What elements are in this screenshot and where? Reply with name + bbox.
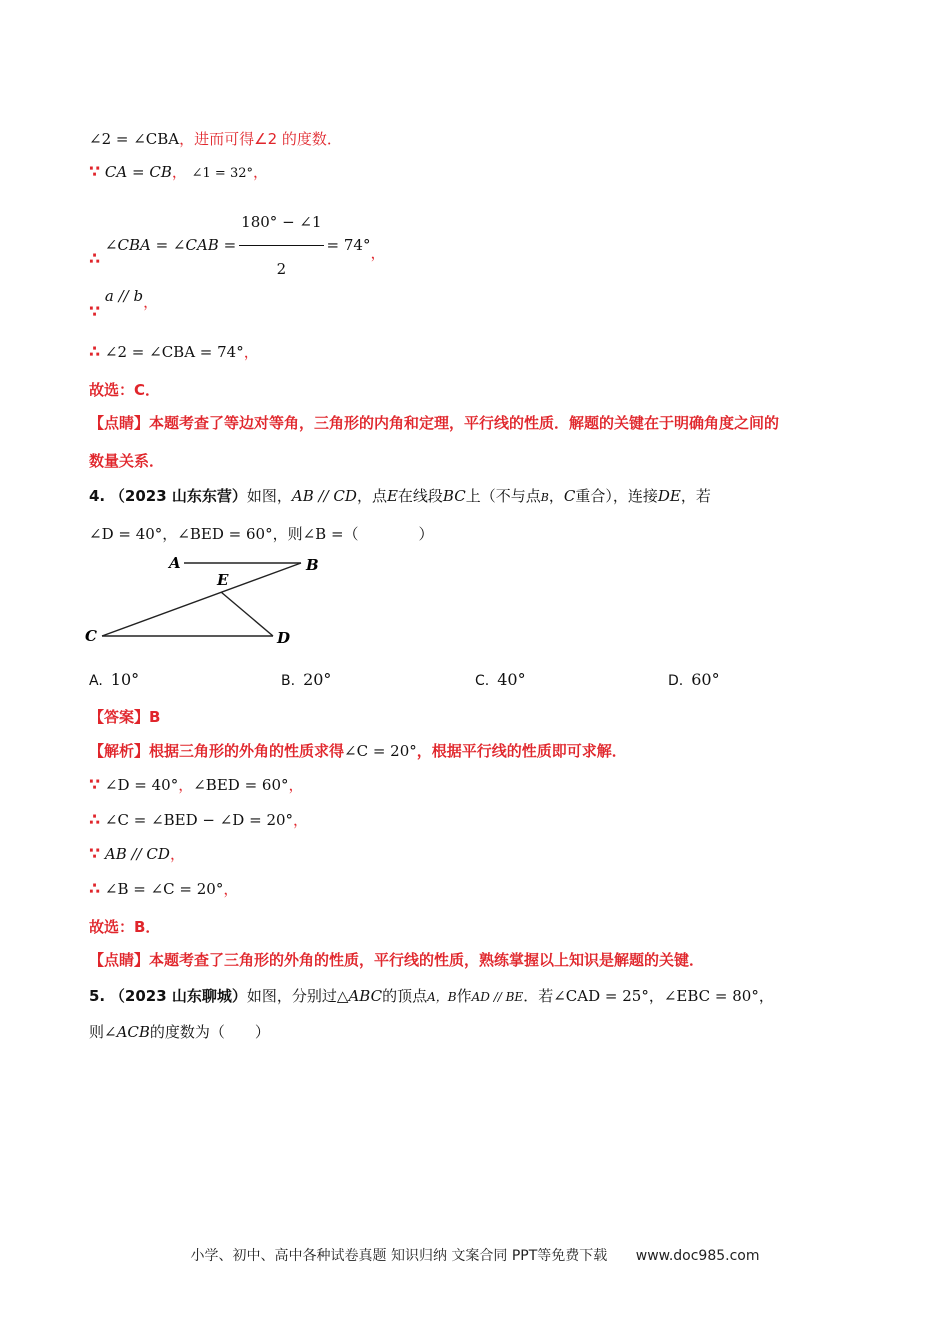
therefore-symbol: ∴ [89,342,101,361]
choice-value: 60° [691,670,720,689]
math-expression: ∠2 = ∠CBA [89,130,180,148]
question-number: 5. [89,987,106,1005]
q5-line-1 [89,986,774,1007]
separator: ， [243,343,259,361]
question-source: （2023 山东东营） [109,487,247,505]
math-expression: ∠EBC = 80° [663,987,759,1005]
solution-line-3 [89,200,385,291]
question-text: ，则 [272,525,303,543]
separator: ， [171,163,187,181]
question-text: 的顶点 [382,987,428,1005]
question-text: 上（不与点 [465,487,541,505]
choice-d[interactable] [668,670,720,689]
choose-line: 故选：C． [89,381,161,399]
math-expression: = 74° [326,236,371,254]
math-expression: ∠CBA = ∠CAB = [104,236,237,254]
separator: ， [370,244,386,262]
question-number: 4. [89,487,106,505]
question-text: ，若 [680,487,711,505]
choice-c[interactable] [475,670,526,689]
math-expression: ∠CAD = 25° [553,987,649,1005]
math-expression: B [540,491,549,504]
dianjing-tag: 【点睛】 [89,951,150,969]
step-line [89,775,304,795]
question-text: 在线段 [397,487,443,505]
choice-value: 20° [303,670,332,689]
math-expression: △ABC [336,987,383,1005]
fraction [239,200,323,291]
fraction-denominator: 2 [276,260,287,278]
math-expression: A，B [427,990,457,1004]
label-c: C [85,627,97,645]
math-expression: ∠BED = 60° [177,525,273,543]
page-footer [0,1245,950,1265]
choice-letter: C. [475,673,490,689]
segment-ed [221,592,273,636]
analysis-tag: 【解析】 [89,742,150,760]
math-expression: AB // CD [104,845,170,863]
math-expression: C [563,487,576,505]
analysis-text: 根据三角形的外角的性质求得 [149,742,345,760]
solution-line-4 [89,282,158,326]
dianjing-text: 本题考查了等边对等角，三角形的内角和定理，平行线的性质．解题的关键在于明确角度之间的 [149,414,780,432]
question-text: ， [758,987,774,1005]
question-text: 重合），连接 [575,487,658,505]
q4-line-1 [89,486,711,508]
math-expression: ∠C = ∠BED − ∠D = 20° [104,811,294,829]
question-text: ，点 [356,487,387,505]
choice-a[interactable] [89,670,139,689]
dianjing-text: 本题考查了三角形的外角的性质，平行线的性质，熟练掌握以上知识是解题的关键． [149,951,705,969]
label-a: A [169,554,181,572]
math-expression: ∠BED = 60° [193,776,289,794]
because-symbol: ∵ [89,775,101,794]
dianjing-tag: 【点睛】 [89,414,150,432]
math-expression: ∠1 = 32° [191,166,254,181]
math-expression: ∠B = ∠C = 20° [104,880,224,898]
dianjing-line-1 [89,413,779,433]
step-line [89,879,238,899]
choice-value: 40° [497,670,526,689]
question-text: ， [162,525,178,543]
label-d: D [277,629,291,647]
q4-line-2 [89,524,434,544]
therefore-symbol: ∴ [89,249,101,268]
answer-tag: 【答案】 [89,708,150,726]
choice-letter: D. [668,673,684,689]
because-symbol: ∵ [89,844,101,863]
analysis-text: ，根据平行线的性质即可求解． [416,742,627,760]
answer-blank: （ ） [343,525,434,543]
math-expression: ∠D = 40° [104,776,179,794]
math-expression: AB // CD [291,487,357,505]
therefore-symbol: ∴ [89,810,101,829]
dianjing-line-2: 数量关系． [89,452,165,470]
label-b: B [306,556,319,574]
question-source: （2023 山东聊城） [109,987,247,1005]
footer-link[interactable]: www.doc985.com [635,1248,760,1264]
math-expression: ∠C = 20° [344,742,417,760]
question-text: ， [548,487,564,505]
choice-letter: B. [281,673,296,689]
separator: ， [253,163,269,181]
dianjing-line [89,950,704,970]
math-expression: CA = CB [104,163,172,181]
question-text: 作 [456,987,472,1005]
because-symbol: ∵ [89,162,101,181]
segment-cb [102,563,301,636]
separator: ， [169,845,185,863]
answer-value: B [149,708,161,726]
separator: ， [143,293,159,311]
choice-value: 10° [110,670,140,689]
solution-line-5 [89,342,259,362]
math-expression: BC [442,487,466,505]
explanation-text: ，进而可得∠2 的度数． [179,130,342,148]
math-expression: ∠B = [302,525,344,543]
question-text: 的度数为（ ） [149,1023,270,1041]
question-text: ， [648,987,664,1005]
question-text: 则 [89,1023,105,1041]
math-expression: ∠D = 40° [89,525,163,543]
analysis-line [89,741,627,761]
separator: ， [293,811,309,829]
step-line [89,810,308,830]
step-line [89,844,185,864]
separator: ， [288,776,304,794]
choice-b[interactable] [281,670,331,689]
math-expression: ∠2 = ∠CBA = 74° [104,343,244,361]
because-symbol: ∵ [89,302,101,321]
choose-line: 故选：B． [89,918,161,936]
question-text: 如图， [246,487,292,505]
answer-line [89,707,160,727]
label-e: E [217,571,229,589]
separator: ， [223,880,239,898]
choice-letter: A. [89,673,103,689]
math-expression: a // b [104,287,144,305]
separator: ， [178,776,194,794]
question-text: 如图，分别过 [246,987,337,1005]
math-expression: AD // BE [471,990,524,1004]
therefore-symbol: ∴ [89,879,101,898]
solution-line-1 [89,129,342,149]
math-expression: DE [657,487,681,505]
question-text: ．若 [523,987,554,1005]
solution-line-2 [89,162,268,184]
math-expression: E [386,487,398,505]
fraction-numerator: 180° − ∠1 [239,200,323,246]
geometry-figure [80,552,340,652]
math-expression: ∠ACB [104,1023,150,1041]
q5-line-2 [89,1022,270,1042]
footer-text: 小学、初中、高中各种试卷真题 知识归纳 文案合同 PPT等免费下载 [190,1248,608,1264]
